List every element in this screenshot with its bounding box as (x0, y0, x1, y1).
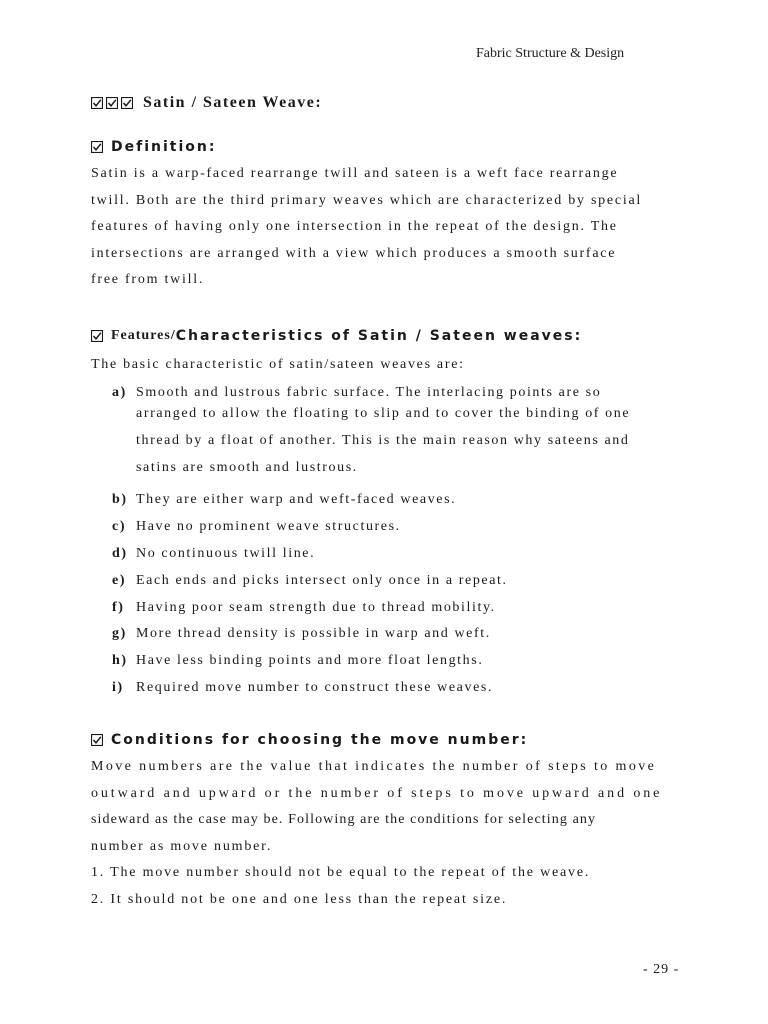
section-title-text: Satin / Sateen Weave: (143, 94, 323, 111)
numbered-item: 2. It should not be one and one less than the repeat size. (91, 891, 508, 907)
paragraph-line: intersections are arranged with a view which produces a smooth surface (91, 245, 617, 261)
running-header: Fabric Structure & Design (476, 46, 625, 61)
checkbox-checked-icon (106, 97, 118, 109)
paragraph-line: The basic characteristic of satin/sateen weaves are: (91, 357, 465, 372)
conditions-heading (91, 732, 528, 748)
list-marker: i) (112, 680, 124, 695)
list-item (112, 620, 678, 647)
list-item-continuation: thread by a float of another. This is the main reason why sateens and (136, 433, 630, 448)
features-heading (91, 328, 582, 344)
features-heading-sans: Characteristics of Satin / Sateen weaves: (175, 328, 583, 344)
list-item (112, 674, 678, 701)
list-item (112, 567, 678, 594)
list-item (112, 513, 678, 540)
list-marker: e) (112, 573, 127, 588)
paragraph-line: twill. Both are the third primary weaves which are characterized by special (91, 192, 643, 208)
checkbox-checked-icon (91, 97, 103, 109)
paragraph-line: sideward as the case may be. Following are the conditions for selecting any (91, 812, 597, 827)
page-number: - 29 - (643, 962, 680, 977)
features-intro (91, 352, 677, 379)
list-item-text: They are either warp and weft-faced weaves. (136, 492, 457, 507)
conditions-paragraph (91, 754, 677, 913)
checkbox-checked-icon (91, 734, 103, 746)
list-item-text: More thread density is possible in warp and weft. (136, 626, 491, 641)
definition-paragraph (91, 161, 677, 294)
list-item (112, 486, 678, 513)
list-item (112, 379, 678, 406)
checkbox-checked-icon (91, 330, 103, 342)
list-item-text: Have less binding points and more float lengths. (136, 653, 484, 668)
list-item-text: No continuous twill line. (136, 546, 316, 561)
list-item-text: Smooth and lustrous fabric surface. The interlacing points are so (136, 385, 602, 400)
section-title (91, 94, 322, 112)
list-marker: f) (112, 600, 125, 615)
list-item-continuation: arranged to allow the floating to slip and to cover the binding of one (136, 406, 631, 421)
definition-heading (91, 139, 216, 155)
list-marker: g) (112, 626, 127, 641)
list-item-text: Having poor seam strength due to thread mobility. (136, 600, 496, 615)
paragraph-line: free from twill. (91, 272, 205, 287)
checkbox-checked-icon (91, 141, 103, 153)
list-item-text: Each ends and picks intersect only once in a repeat. (136, 573, 508, 588)
list-marker: d) (112, 546, 128, 561)
conditions-heading-text: Conditions for choosing the move number: (111, 732, 529, 748)
checkbox-checked-icon (121, 97, 133, 109)
paragraph-line: Satin is a warp-faced rearrange twill and sateen is a weft face rearrange (91, 166, 619, 181)
paragraph-line: outward and upward or the number of steps to move upward and one (91, 785, 663, 801)
list-item-text: Have no prominent weave structures. (136, 519, 401, 534)
list-item (112, 594, 678, 621)
paragraph-line: Move numbers are the value that indicates the number of steps to move (91, 759, 657, 774)
numbered-item: 1. The move number should not be equal to the repeat of the weave. (91, 865, 591, 880)
definition-heading-text: Definition: (111, 139, 217, 155)
list-item (112, 540, 678, 567)
list-item-continuation: satins are smooth and lustrous. (136, 460, 358, 475)
list-item-text: Required move number to construct these weaves. (136, 680, 494, 695)
features-heading-serif: Features/ (111, 328, 176, 343)
paragraph-line: number as move number. (91, 838, 273, 854)
list-marker: c) (112, 519, 127, 534)
paragraph-line: features of having only one intersection in the repeat of the design. The (91, 219, 618, 234)
list-item (112, 647, 678, 674)
list-marker: b) (112, 492, 128, 507)
list-marker: h) (112, 653, 128, 668)
list-marker: a) (112, 385, 127, 400)
